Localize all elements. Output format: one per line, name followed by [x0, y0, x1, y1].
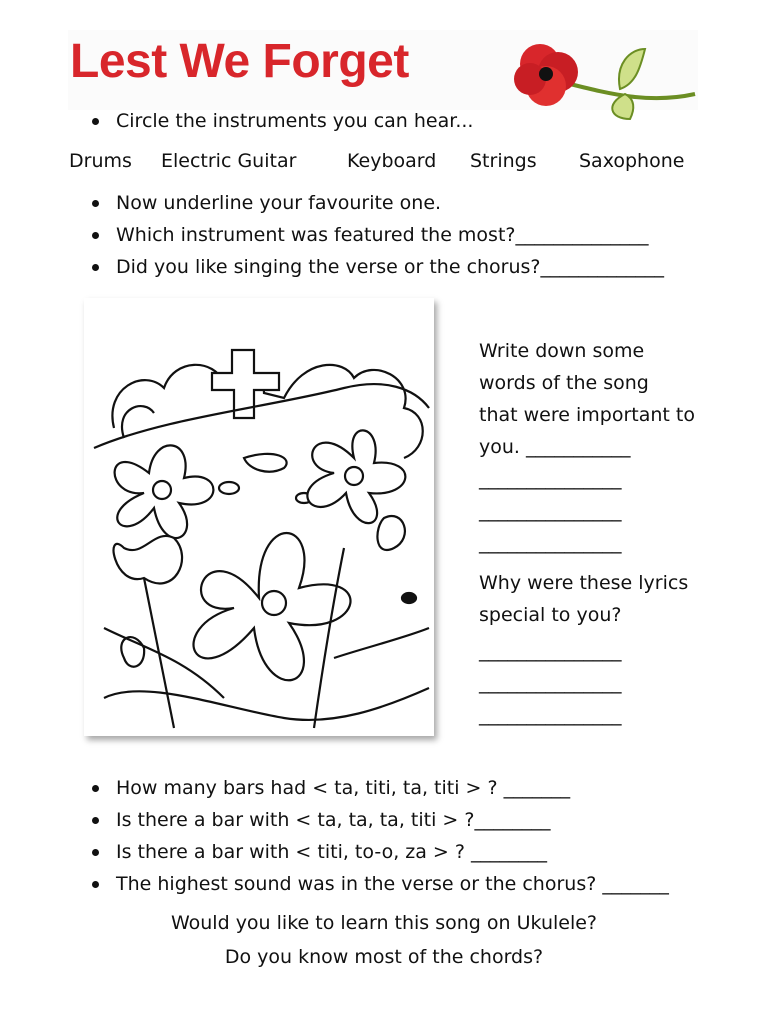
- question-bar-ta-ta-ta-titi[interactable]: Is there a bar with < ta, ta, ta, titi > ?________: [90, 809, 669, 841]
- questions-top-list: [90, 192, 664, 288]
- answer-line[interactable]: _______________: [479, 468, 622, 490]
- side-line-4[interactable]: you. ___________: [479, 436, 631, 458]
- instrument-electric-guitar[interactable]: Electric Guitar: [161, 150, 297, 172]
- question-verse-or-chorus[interactable]: Did you like singing the verse or the chorus?_____________: [90, 256, 664, 288]
- instrument-strings[interactable]: Strings: [470, 150, 537, 172]
- closing-line-2: Do you know most of the chords?: [224, 946, 544, 968]
- answer-line[interactable]: _______________: [479, 500, 622, 522]
- answer-line[interactable]: _______________: [479, 532, 622, 554]
- question-bar-titi-to-o-za[interactable]: Is there a bar with < titi, to-o, za > ? ________: [90, 841, 669, 873]
- answer-line[interactable]: _______________: [479, 640, 622, 662]
- instrument-saxophone[interactable]: Saxophone: [579, 150, 685, 172]
- question-bars-ta-titi[interactable]: How many bars had < ta, titi, ta, titi > ? _______: [90, 777, 669, 809]
- poppy-flower-icon: [510, 34, 700, 124]
- page-title: Lest We Forget: [70, 35, 409, 88]
- side-line-3: that were important to: [479, 404, 695, 426]
- closing-line-1: Would you like to learn this song on Ukulele?: [170, 912, 598, 934]
- side-line-1: Write down some: [479, 340, 645, 362]
- question-favourite: Now underline your favourite one.: [90, 192, 664, 224]
- side-line-2: words of the song: [479, 372, 649, 394]
- answer-line[interactable]: _______________: [479, 672, 622, 694]
- instrument-keyboard[interactable]: Keyboard: [347, 150, 437, 172]
- instrument-drums[interactable]: Drums: [69, 150, 132, 172]
- prompt-list: [90, 110, 473, 132]
- poppy-field-coloring-icon: [84, 298, 434, 736]
- question-featured-instrument[interactable]: Which instrument was featured the most?______________: [90, 224, 664, 256]
- prompt-circle-instruments: Circle the instruments you can hear...: [90, 110, 473, 132]
- side-question-line-1: Why were these lyrics: [479, 572, 689, 594]
- answer-line[interactable]: _______________: [479, 704, 622, 726]
- questions-bottom-list: [90, 777, 669, 905]
- question-highest-sound[interactable]: The highest sound was in the verse or the chorus? _______: [90, 873, 669, 905]
- side-question-line-2: special to you?: [479, 604, 622, 626]
